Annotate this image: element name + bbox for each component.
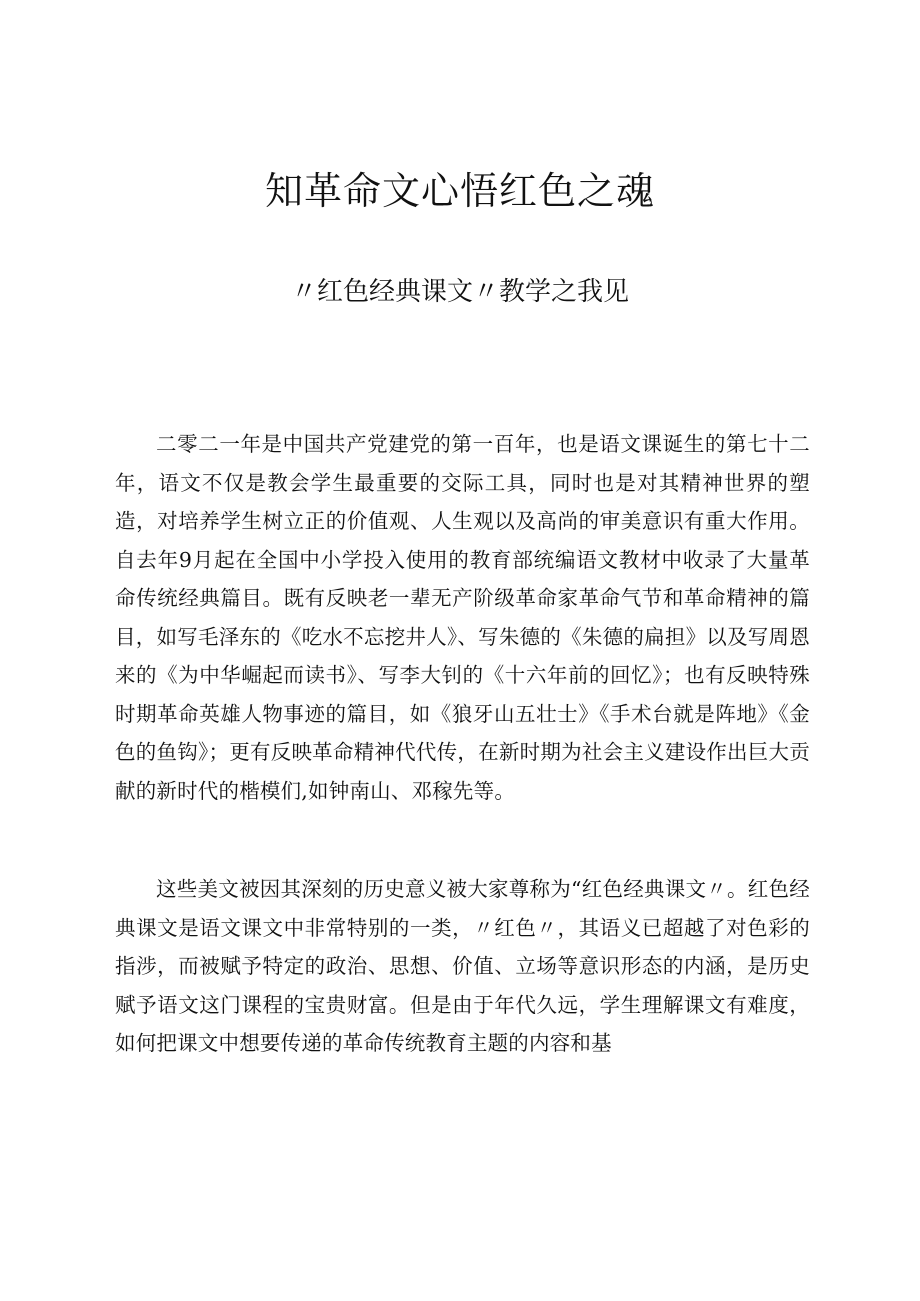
document-subtitle: 〃红色经典课文〃教学之我见 [290,277,629,307]
body-paragraph-2: 这些美文被因其深刻的历史意义被大家尊称为“红色经典课文〃。红色经典课文是语文课文中非常特别的一类，〃红色〃，其语义已超越了对色彩的指涉，而被赋予特定的政治、思想、价值、立场等意识形态的内涵，是历史赋予语文这门课程的宝贵财富。但是由于年代久远，学生理解课文有难度，如何把课文中想要传递的革命传统教育主题的内容和基 [115,877,810,1055]
document-title: 知革命文心悟红色之魂 [264,169,655,213]
body-paragraph-1: 二零二一年是中国共产党建党的第一百年，也是语文课诞生的第七十二年，语文不仅是教会学生最重要的交际工具，同时也是对其精神世界的塑造，对培养学生树立正的价值观、人生观以及高尚的审美意识有重大作用。自去年9月起在全国中小学投入使用的教育部统编语文教材中收录了大量革命传统经典篇目。既有反映老一辈无产阶级革命家革命气节和革命精神的篇目，如写毛泽东的《吃水不忘挖井人》、写朱德的《朱德的扁担》以及写周恩来的《为中华崛起而读书》、写李大钊的《十六年前的回忆》；也有反映特殊时期革命英雄人物事迹的篇目，如《狼牙山五壮士》《手术台就是阵地》《金色的鱼钩》；更有反映革命精神代代传，在新时期为社会主义建设作出巨大贡献的新时代的楷模们,如钟南山、邓稼先等。 [115,432,810,803]
